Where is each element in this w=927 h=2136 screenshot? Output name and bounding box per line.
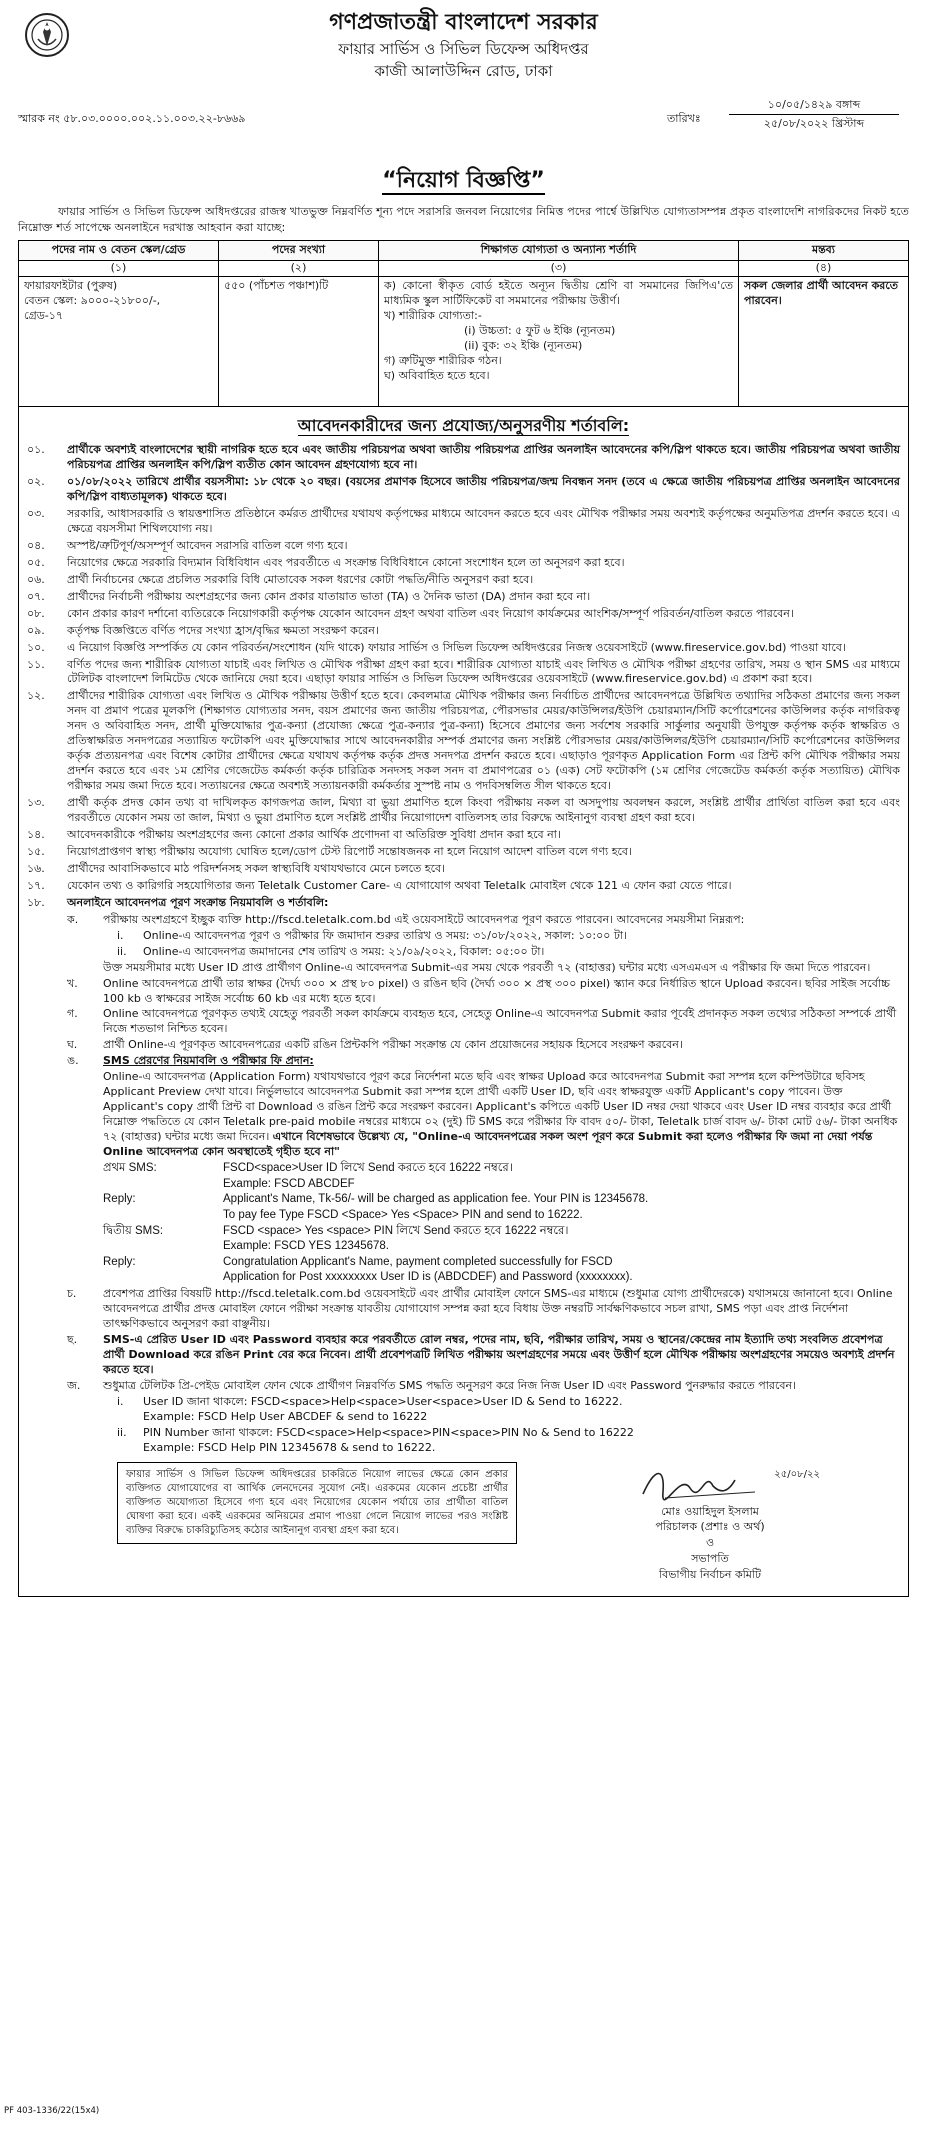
department-address: কাজী আলাউদ্দিন রোড, ঢাকা xyxy=(374,62,553,80)
condition-item xyxy=(27,879,900,894)
condition-number: ০৪. xyxy=(27,538,45,552)
condition-number: ১৭. xyxy=(27,878,45,892)
condition-text: প্রার্থীকে অবশ্যই বাংলাদেশের স্থায়ী নাগরিক হতে হবে এবং জাতীয় পরিচয়পত্র অথবা জাতীয় পরিচয়পত্র প্রাপ্তির অনলাইন আবেদনের কপি/স্লিপ থাকতে হবে। জাতীয় পরিচয়পত্র অথবা জাতীয় পরিচয়পত্র প্রাপ্তির অনলাইন কপি/স্লিপ ব্যতীত কোন আবেদন গ্রহণযোগ্য হবে না। xyxy=(67,443,900,472)
post-count: ৫৫০ (পাঁচশত পঞ্চাশ)টি xyxy=(219,277,379,407)
col-header-qualification: শিক্ষাগত যোগ্যতা ও অন্যান্য শর্তাদি xyxy=(379,241,739,261)
qualification-a: ক) কোনো স্বীকৃত বোর্ড হইতে অন্যূন দ্বিতীয় শ্রেণি বা সমমানের জিপিএ'তে মাধ্যমিক স্কুল সার্টিফিকেট বা সমমানের পরীক্ষায় উত্তীর্ণ। xyxy=(384,279,733,308)
condition-text: কর্তৃপক্ষ বিজ্ঞপ্তিতে বর্ণিত পদের সংখ্যা হ্রাস/বৃদ্ধির ক্ষমতা সংরক্ষণ করেন। xyxy=(67,623,379,637)
warning-note-box: ফায়ার সার্ভিস ও সিভিল ডিফেন্স অধিদপ্তরের চাকরিতে নিয়োগ লাভের ক্ষেত্রে কোন প্রকার ব্যক্তিগত যোগাযোগের বা আর্থিক লেনদেনের সুযোগ নেই। এরকমের যেকোন প্রচেষ্টা প্রার্থীর ব্যক্তিগত অযোগ্যতা হিসেবে গণ্য হবে এবং নিয়োগের যেকোন পর্যায়ে তার প্রার্থীতা বাতিল ঘোষণা করা হবে। একই এরকমের অনিয়মের প্রমাণ পাওয়া গেলে নিয়োগ লাভের পরও সংশ্লিষ্ট ব্যক্তির বিরুদ্ধে চাকরিচ্যুতিসহ কঠোর আইনানুগ ব্যবস্থা গ্রহণ করা হবে। xyxy=(117,1462,517,1544)
rule-ga: গ. Online আবেদনপত্রে পূরণকৃত তথ্যই যেহেতু পরবর্তী সকল কার্যক্রমে ব্যবহৃত হবে, সেহেতু Online-এ আবেদনপত্র Submit করার পূর্বেই প্রদানকৃত সকল তথ্যের সঠিকতা সম্পর্কে প্রার্থী নিজে শতভাগ নিশ্চিত হবেন। xyxy=(67,1007,897,1036)
condition-number: ০১. xyxy=(27,443,45,457)
rule-ja-ii: ii. PIN Number জানা থাকলে: FSCD<space>Help<space>PIN<space>PIN No & Send to 16222 Example: FSCD Help PIN 12345678 & send to 16222. xyxy=(117,1425,634,1454)
condition-number: ১১. xyxy=(27,657,45,671)
signature-block xyxy=(600,1462,820,1584)
sms-text: FSCD<space>User ID লিখে Send করতে হবে 16222 নম্বরে। xyxy=(223,1162,513,1175)
sms-instructions xyxy=(27,1161,900,1286)
sms-text: FSCD <space> Yes <space> PIN লিখে Send করতে হবে 16222 নম্বরে। xyxy=(223,1224,569,1237)
rule-ka-i: i. Online-এ আবেদনপত্র পূরণ ও পরীক্ষার ফি জমাদান শুরুর তারিখ ও সময়: ৩১/০৮/২০২২, সকাল: ১০:০০ টা। xyxy=(117,928,628,942)
condition-item xyxy=(27,573,900,588)
sms-label xyxy=(103,1208,223,1224)
condition-item xyxy=(27,475,900,505)
conditions-title: আবেদনকারীদের জন্য প্রযোজ্য/অনুসরণীয় শর্তাবলি: xyxy=(297,416,630,436)
table-number-row xyxy=(19,261,909,277)
sms-row xyxy=(103,1270,900,1286)
condition-number: ০৭. xyxy=(27,589,45,603)
condition-text: সরকারি, আধাসরকারি ও স্বায়ত্তশাসিত প্রতিষ্ঠানে কর্মরত প্রার্থীদের যথাযথ কর্তৃপক্ষের মাধ্যমে আবেদন করতে হবে এবং মৌখিক পরীক্ষার সময় অবশ্যই কর্তৃপক্ষের অনুমতিপত্র প্রদর্শন করতে হবে। এ ক্ষেত্রে বয়সসীমা শিথিলযোগ্য নয়। xyxy=(67,506,900,535)
signatory-name: মোঃ ওয়াহিদুল ইসলাম xyxy=(661,1504,759,1518)
conditions-box xyxy=(18,407,909,1596)
col-header-post: পদের নাম ও বেতন স্কেল/গ্রেড xyxy=(19,241,219,261)
condition-item xyxy=(27,641,900,656)
sms-row xyxy=(103,1239,900,1255)
qualification-cell xyxy=(379,277,739,407)
qualification-c: গ) ত্রুটিমুক্ত শারীরিক গঠন। xyxy=(384,354,502,368)
post-name: ফায়ারফাইটার (পুরুষ) xyxy=(24,279,118,293)
condition-number: ১০. xyxy=(27,640,45,654)
sms-text: Example: FSCD ABCDEF xyxy=(223,1177,355,1190)
condition-item xyxy=(27,658,900,688)
qualification-height: (i) উচ্চতা: ৫ ফুট ৬ ইঞ্চি (ন্যূনতম) xyxy=(464,324,616,338)
sms-row xyxy=(103,1208,900,1224)
date-english: ২৫/০৮/২০২২ খ্রিস্টাব্দ xyxy=(763,116,865,130)
col-number: (২) xyxy=(219,261,379,277)
rule-ja-i: i. User ID জানা থাকলে: FSCD<space>Help<space>User<space>User ID & Send to 16222. Example: FSCD Help User ABCDEF & send to 16222 xyxy=(117,1394,623,1423)
vacancy-table xyxy=(18,240,909,407)
rule-ja: জ. শুধুমাত্র টেলিটক প্রি-পেইড মোবাইল ফোন থেকে প্রার্থীগণ নিম্নবর্ণিত SMS পদ্ধতি অনুসরণ করে নিজ নিজ User ID এবং Password পুনরুদ্ধার করতে পারবেন। xyxy=(67,1378,797,1392)
pay-scale: বেতন স্কেল: ৯০০০-২১৮০০/-, xyxy=(24,294,161,308)
condition-item xyxy=(27,556,900,571)
condition-text: নিয়োগের ক্ষেত্রে সরকারি বিদ্যমান বিধিবিধান এবং পরবর্তীতে এ সংক্রান্ত বিধিবিধানে কোনো সংশোধন হলে তা অনুসরণ করা হবে। xyxy=(67,555,625,569)
memo-number: স্মারক নং ৫৮.০৩.০০০০.০০২.১১.০০৩.২২-৮৬৬৯ xyxy=(18,112,246,125)
rule-cha: চ. প্রবেশপত্র প্রাপ্তির বিষয়টি http://fscd.teletalk.com.bd ওয়েবসাইটে এবং প্রার্থীর মোবাইল ফোনে SMS-এর মাধ্যমে (শুধুমাত্র যোগ্য প্রার্থীদেরকে) যথাসময়ে জানানো হবে। Online আবেদনপত্রে প্রার্থীর প্রদত্ত মোবাইল ফোনে পরীক্ষা সংক্রান্ত যাবতীয় যোগাযোগ সম্পন্ন করা হবে বিধায় উক্ত নম্বরটি সার্বক্ষণিকভাবে সচল রাখা, SMS পড়া এবং প্রাপ্ত নির্দেশনা তাৎক্ষণিকভাবে অনুসরণ করা বাঞ্ছনীয়। xyxy=(67,1287,893,1330)
col-header-count: পদের সংখ্যা xyxy=(219,241,379,261)
post-cell xyxy=(19,277,219,407)
col-header-remarks: মন্তব্য xyxy=(739,241,909,261)
condition-text: প্রার্থী নির্বাচনের ক্ষেত্রে প্রচলিত সরকারি বিধি মোতাবেক সকল ধরণের কোটা পদ্ধতি/নীতি অনুসরণ করা হবে। xyxy=(67,572,534,586)
sms-label xyxy=(103,1239,223,1255)
sms-label xyxy=(103,1177,223,1193)
condition-text: যেকোন তথ্য ও কারিগরি সহযোগিতার জন্য Teletalk Customer Care- এ যোগাযোগ অথবা Teletalk মোবাইল থেকে 121 এ ফোন করা যেতে পারে। xyxy=(67,878,732,892)
condition-item xyxy=(27,507,900,537)
condition-text: নিয়োগপ্রাপ্তগণ স্বাস্থ্য পরীক্ষায় অযোগ্য ঘোষিত হলে/ডোপ টেস্ট রিপোর্ট সন্তোষজনক না হলে নিয়োগ আদেশ বাতিল বলে গণ্য হবে। xyxy=(67,844,632,858)
sms-label: Reply: xyxy=(103,1193,136,1206)
signatory-designation: পরিচালক (প্রশাঃ ও অর্থ) xyxy=(655,1520,765,1534)
condition-text: অস্পষ্ট/ত্রুটিপূর্ণ/অসম্পূর্ণ আবেদন সরাসরি বাতিল বলে গণ্য হবে। xyxy=(67,538,348,552)
condition-number: ১৬. xyxy=(27,861,45,875)
print-code: PF 403-1336/22(15x4) xyxy=(4,2106,100,2116)
government-name: গণপ্রজাতন্ত্রী বাংলাদেশ সরকার xyxy=(329,10,598,35)
qualification-d: ঘ) অবিবাহিত হতে হবে। xyxy=(384,369,490,383)
condition-item xyxy=(27,443,900,473)
signatory-role: সভাপতি xyxy=(691,1552,729,1566)
condition-item xyxy=(27,590,900,605)
condition-text: প্রার্থীদের আবাসিকভাবে মাঠ পরিদর্শনসহ সকল স্বাস্থ্যবিধি যথাযথভাবে মেনে চলতে হবে। xyxy=(67,861,446,875)
condition-text: প্রার্থীদের শারীরিক যোগ্যতা এবং লিখিত ও মৌখিক পরীক্ষায় উত্তীর্ণ হতে হবে। কেবলমাত্র মৌখিক পরীক্ষার জন্য নির্বাচিত প্রার্থীদের আবেদনপত্রে উল্লিখিত তথ্যাদির সঠিকতা প্রমাণের জন্য সকল সনদ বা প্রমাণ পত্রের মূলকপি (শিক্ষাগত যোগ্যতার সনদ, বয়স প্রমাণের জন্য জাতীয় পরিচয়পত্র, পৌরসভার মেয়র/কাউন্সিলর/ইউপি চেয়ারম্যান/সিটি কর্পোরেশনের কাউন্সিলর কর্তৃক নাগরিকত্ব সনদ ও অবিবাহিত সনদ, প্রার্থী মুক্তিযোদ্ধার পুত্র-কন্যা (প্রযোজ্য ক্ষেত্রে পুত্র-কন্যার পুত্র-কন্যা) হিসেবে প্রমাণের জন্য সর্বশেষ সরকারি সার্কুলার অনুযায়ী উপযুক্ত কর্তৃপক্ষ কর্তৃক স্বাক্ষরিত ও প্রতিস্বাক্ষরিত সনদপত্রের সত্যায়িত ফটোকপি এবং মুক্তিযোদ্ধার সাথে আবেদনকারীর সম্পর্ক প্রমাণের জন্য সংশ্লিষ্ট পৌরসভার মেয়র/কাউন্সিলর/ইউপি চেয়ারম্যান/সিটি কর্পোরেশনের কাউন্সিলর কর্তৃক প্রত্যয়নপত্র এবং বিশেষ কোটার প্রার্থীদের ক্ষেত্রে যথাযথ কর্তৃপক্ষ কর্তৃক প্রদত্ত সনদপত্র প্রদর্শন করতে হবে। এছাড়াও পূরণকৃত Application Form এর প্রিন্ট কপি মৌখিক পরীক্ষার সময় প্রদর্শন করতে হবে এবং ১ম শ্রেণির গেজেটেড কর্মকর্তা কর্তৃক চারিত্রিক সনদসহ সকল সনদ বা প্রমাণপত্রের ০১ (এক) সেট ফটোকপি (১ম শ্রেণির গেজেটেড কর্মকর্তা কর্তৃক সত্যায়িত) মৌখিক পরীক্ষার সময় জমা দিতে হবে। সত্যায়নের ক্ষেত্রে অবশ্যই সত্যায়নকারী কর্মকর্তার সুস্পষ্ট নাম ও পদবিসম্বলিত সীল থাকতে হবে। xyxy=(67,689,900,793)
sms-label xyxy=(103,1270,223,1286)
intro-paragraph: ফায়ার সার্ভিস ও সিভিল ডিফেন্স অধিদপ্তরের রাজস্ব খাতভুক্ত নিম্নবর্ণিত শূন্য পদে সরাসরি জনবল নিয়োগের নিমিত্ত পদের পার্শ্বে উল্লিখিত যোগ্যতাসম্পন্ন প্রকৃত বাংলাদেশি নাগরিকদের নিকট হতে নিম্নোক্ত শর্ত সাপেক্ষে অনলাইনে দরখাস্ত আহবান করা যাচ্ছে: xyxy=(18,205,909,235)
sms-row xyxy=(103,1192,900,1208)
condition-item xyxy=(27,796,900,826)
rule-uo: ঙ. SMS প্রেরণের নিয়মাবলি ও পরীক্ষার ফি প্রদান: xyxy=(67,1054,314,1068)
condition-text: এ নিয়োগ বিজ্ঞপ্তি সম্পর্কিত যে কোন পরিবর্তন/সংশোধন (যদি থাকে) ফায়ার সার্ভিস ও সিভিল ডিফেন্স অধিদপ্তরের নিজস্ব ওয়েবসাইটে (www.fireservice.gov.bd) পাওয়া যাবে। xyxy=(67,640,846,654)
signature-date: ২৫/০৮/২২ xyxy=(774,1468,820,1480)
date-label: তারিখঃ xyxy=(667,112,701,125)
col-number: (৪) xyxy=(739,261,909,277)
condition-item xyxy=(27,896,900,911)
footer-area xyxy=(27,1462,900,1590)
sms-label: প্রথম SMS: xyxy=(103,1162,157,1175)
sms-row xyxy=(103,1161,900,1177)
condition-item xyxy=(27,862,900,877)
condition-number: ১৩. xyxy=(27,796,45,810)
sms-label: দ্বিতীয় SMS: xyxy=(103,1224,164,1237)
rule-ka: ক. পরীক্ষায় অংশগ্রহণে ইচ্ছুক ব্যক্তি http://fscd.teletalk.com.bd এই ওয়েবসাইটে আবেদনপত্র পূরণ করতে পারবেন। আবেদনের সময়সীমা নিম্নরূপ: xyxy=(67,912,745,926)
qualification-chest: (ii) বুক: ৩২ ইঞ্চি (ন্যূনতম) xyxy=(464,339,583,353)
rule-kha: খ. Online আবেদনপত্রে প্রার্থী তার স্বাক্ষর (দৈর্ঘ্য ৩০০ × প্রস্থ ৮০ pixel) ও রঙিন ছবি (দৈর্ঘ্য ৩০০ × প্রস্থ ৩০০ pixel) স্ক্যান করে নির্ধারিত স্থানে Upload করবেন। ছবির সাইজ সর্বোচ্চ 100 kb ও স্বাক্ষরের সাইজ সর্বোচ্চ 60 kb এর মধ্যে হতে হবে। xyxy=(67,976,890,1005)
sms-text: To pay fee Type FSCD <Space> Yes <Space> PIN and send to 16222. xyxy=(223,1208,583,1221)
condition-item xyxy=(27,539,900,554)
condition-number: ০২. xyxy=(27,475,45,489)
conditions-list xyxy=(27,443,900,911)
rule-ka-ii: ii. Online-এ আবেদনপত্র জমাদানের শেষ তারিখ ও সময়: ২১/০৯/২০২২, বিকাল: ০৫:০০ টা। xyxy=(117,944,545,958)
department-name: ফায়ার সার্ভিস ও সিভিল ডিফেন্স অধিদপ্তর xyxy=(338,40,589,58)
condition-text: আবেদনকারীকে পরীক্ষায় অংশগ্রহণের জন্য কোনো প্রকার আর্থিক প্রণোদনা বা অতিরিক্ত সুবিধা প্রদান করা হবে না। xyxy=(67,828,561,841)
sms-row xyxy=(103,1177,900,1193)
condition-number: ১৮. xyxy=(27,895,45,909)
sms-label: Reply: xyxy=(103,1255,136,1268)
condition-number: ০৯. xyxy=(27,623,45,637)
sms-row xyxy=(103,1224,900,1240)
rule-chha: ছ. SMS-এ প্রেরিত User ID এবং Password ব্যবহার করে পরবর্তীতে রোল নম্বর, পদের নাম, ছবি, পরীক্ষার তারিখ, সময় ও স্থানের/কেন্দ্রের নাম ইত্যাদি তথ্য সংবলিত প্রবেশপত্র প্রার্থী Download করে রঙিন Print বের করে নিবেন। প্রার্থী প্রবেশপত্রটি লিখিত পরীক্ষায় অংশগ্রহণের সময়ে এবং উত্তীর্ণ হলে মৌখিক পরীক্ষায় অংশগ্রহণের সময়েও অবশ্যই প্রদর্শন করতে হবে। xyxy=(67,1332,895,1376)
signatory-committee: বিভাগীয় নির্বাচন কমিটি xyxy=(658,1568,762,1582)
condition-number: ১২. xyxy=(27,689,45,703)
condition-number: ০৮. xyxy=(27,606,45,620)
date-block xyxy=(667,98,899,132)
qualification-b: খ) শারীরিক যোগ্যতা:- xyxy=(384,309,482,323)
sms-text: Example: FSCD YES 12345678. xyxy=(223,1240,389,1253)
condition-item xyxy=(27,607,900,622)
signatory-and: ও xyxy=(705,1536,715,1550)
rule-uo-text: Online-এ আবেদনপত্র (Application Form) যথাযথভাবে পূরণ করে নির্দেশনা মতে ছবি এবং স্বাক্ষর Upload করে আবেদনপত্র Submit করা সম্পন্ন হলে কম্পিউটারে ছবিসহ Applicant Preview দেখা যাবে। নির্ভুলভাবে আবেদনপত্র Submit করা সম্পন্ন হলে প্রার্থী একটি User ID, ছবি এবং স্বাক্ষরযুক্ত একটি Applicant's copy পাবেন। উক্ত Applicant's copy প্রার্থী প্রিন্ট বা Download ও রঙিন প্রিন্ট করে সংরক্ষণ করবেন। Applicant's কপিতে একটি User ID নম্বর দেয়া থাকবে এবং User ID নম্বর ব্যবহার করে প্রার্থী নিম্নোক্ত পদ্ধতিতে যে কোন Teletalk pre-paid mobile নম্বরের মাধ্যমে ০২ (দুই) টি SMS করে পরীক্ষার ফি বাবদ ৫০/- টাকা, Teletalk চার্জ বাবদ ৬/- টাকা মোট ৫৬/- টাকা অনধিক ৭২ (বাহাত্তর) ঘন্টার মধ্যে জমা দিবেন। এখানে বিশেষভাবে উল্লেখ্য যে, "Online-এ আবেদনপত্রের সকল অংশ পূরণ করে Submit করা হলেও পরীক্ষার ফি জমা না দেয়া পর্যন্ত Online আবেদনপত্র কোন অবস্থাতেই গৃহীত হবে না" xyxy=(103,1070,898,1159)
sms-text: Applicant's Name, Tk-56/- will be charged as application fee. Your PIN is 12345678. xyxy=(223,1193,649,1206)
condition-text: কোন প্রকার কারণ দর্শানো ব্যতিরেকে নিয়োগকারী কর্তৃপক্ষ যেকোন আবেদন গ্রহণ অথবা বাতিল এবং নিয়োগ কার্যক্রমের আংশিক/সম্পূর্ণ পরিবর্তন/বাতিল করতে পারবেন। xyxy=(67,606,794,620)
table-header-row xyxy=(19,241,909,261)
condition-text: বর্ণিত পদের জন্য শারীরিক যোগ্যতা যাচাই এবং লিখিত ও মৌখিক পরীক্ষা গ্রহণ করা হবে। শারীরিক যোগ্যতা যাচাই এবং লিখিত ও মৌখিক পরীক্ষা গ্রহণের তারিখ, সময় ও স্থান SMS এর মাধ্যমে টেলিটক বাংলাদেশ লিমিটেড থেকে জানিয়ে দেয়া হবে। এছাড়া ফায়ার সার্ভিস ও সিভিল ডিফেন্স অধিদপ্তরের ওয়েবসাইটে (www.fireservice.gov.bd) এ প্রকাশ করা হবে। xyxy=(67,657,900,686)
condition-text: প্রার্থী কর্তৃক প্রদত্ত কোন তথ্য বা দাখিলকৃত কাগজপত্র জাল, মিথ্যা বা ভুয়া প্রমাণিত হলে কিংবা পরীক্ষায় নকল বা অসদুপায় অবলম্বন করলে, সংশ্লিষ্ট প্রার্থীর প্রার্থিতা বাতিল করা হবে এবং পরবর্তীতে যেকোন সময় তা জাল, মিথ্যা ও ভুয়া প্রমাণিত হলে সংশ্লিষ্ট প্রার্থীর নিয়োগাদেশ বাতিলসহ তার বিরুদ্ধে আইনানুগ ব্যবস্থা গ্রহণ করা হবে। xyxy=(67,796,900,825)
condition-number: ০৫. xyxy=(27,555,45,569)
condition-item xyxy=(27,828,900,843)
condition-text: অনলাইনে আবেদনপত্র পূরণ সংক্রান্ত নিয়মাবলি ও শর্তাবলি: xyxy=(67,895,329,909)
col-number: (৩) xyxy=(379,261,739,277)
col-number: (১) xyxy=(19,261,219,277)
sms-text: Congratulation Applicant's Name, payment completed successfully for FSCD xyxy=(223,1255,613,1268)
date-bangla: ১০/০৫/১৪২৯ বঙ্গাব্দ xyxy=(729,98,899,115)
rule-gha: ঘ. প্রার্থী Online-এ পূরণকৃত আবেদনপত্রের একটি রঙিন প্রিন্টকপি পরীক্ষা সংক্রান্ত যে কোন প্রয়োজনের সহায়ক হিসেবে সংরক্ষণ করবেন। xyxy=(67,1038,683,1052)
sms-text: Application for Post xxxxxxxxx User ID is (ABDCDEF) and Password (xxxxxxxx). xyxy=(223,1271,633,1284)
pay-grade: গ্রেড-১৭ xyxy=(24,309,64,323)
condition-number: ০৩. xyxy=(27,506,45,520)
table-row xyxy=(19,277,909,407)
condition-number: ১৪. xyxy=(27,828,45,841)
signature-icon xyxy=(635,1462,785,1504)
letterhead xyxy=(18,8,909,130)
condition-item xyxy=(27,845,900,860)
condition-item xyxy=(27,689,900,794)
rule-ka-note: উক্ত সময়সীমার মধ্যে User ID প্রাপ্ত প্রার্থীগণ Online-এ আবেদনপত্র Submit-এর সময় থেকে পরবর্তী ৭২ (বাহাত্তর) ঘন্টার মধ্যে এসএমএস এ পরীক্ষার ফি জমা দিতে পারবেন। xyxy=(103,960,871,974)
condition-item xyxy=(27,624,900,639)
condition-number: ১৫. xyxy=(27,844,45,858)
online-rules xyxy=(27,913,900,1456)
notice-title: “নিয়োগ বিজ্ঞপ্তি” xyxy=(382,168,545,193)
remarks-cell: সকল জেলার প্রার্থী আবেদন করতে পারবেন। xyxy=(739,277,909,407)
sms-row xyxy=(103,1255,900,1271)
condition-text: প্রার্থীদের নির্বাচনী পরীক্ষায় অংশগ্রহণের জন্য কোন প্রকার যাতায়াত ভাতা (TA) ও দৈনিক ভাতা (DA) প্রদান করা হবে না। xyxy=(67,589,591,603)
condition-text: ০১/০৮/২০২২ তারিখে প্রার্থীর বয়সসীমা: ১৮ থেকে ২০ বছর। (বয়সের প্রমাণক হিসেবে জাতীয় পরিচয়পত্র/জন্ম নিবন্ধন সনদ (তবে এ ক্ষেত্রে জাতীয় পরিচয়পত্র প্রাপ্তির অনলাইন আবেদনের কপি/স্লিপ বাধ্যতামূলক) থাকতে হবে। xyxy=(67,475,900,503)
condition-number: ০৬. xyxy=(27,572,45,586)
